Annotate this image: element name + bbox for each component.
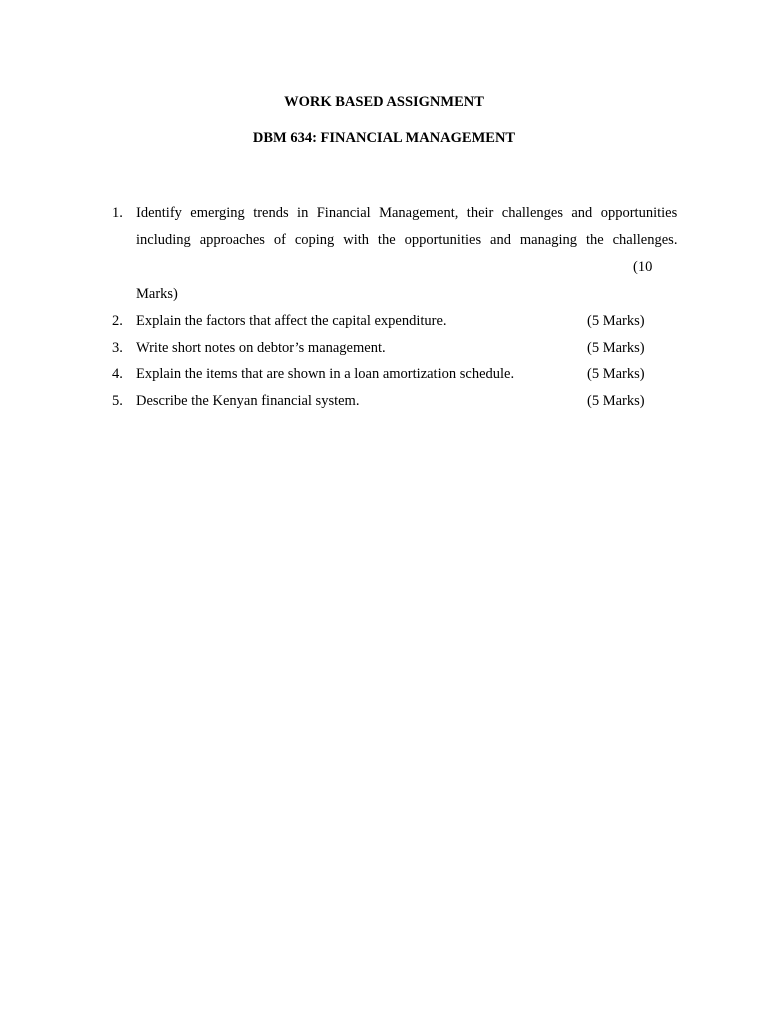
question-marks: (5 Marks) [587,340,645,356]
question-number: 5. [112,393,123,409]
question-text-line: Identify emerging trends in Financial Management, their challenges and opportunities [136,205,678,221]
question-marks: (5 Marks) [587,366,645,382]
question-text: Write short notes on debtor’s management. [136,340,386,356]
question-number: 2. [112,313,123,329]
course-title: DBM 634: FINANCIAL MANAGEMENT [252,130,516,146]
document-title: WORK BASED ASSIGNMENT [284,94,484,110]
question-text: Explain the factors that affect the capital expenditure. [136,313,447,329]
question-number: 1. [112,205,123,221]
question-text: Describe the Kenyan financial system. [136,393,360,409]
question-marks: Marks) [136,286,178,302]
question-marks: (5 Marks) [587,393,645,409]
question-number: 4. [112,366,123,382]
question-marks: (5 Marks) [587,313,645,329]
question-text: Explain the items that are shown in a loan amortization schedule. [136,366,515,382]
question-text-line: including approaches of coping with the opportunities and managing the challenges. [136,232,678,248]
question-marks: (10 [633,259,653,275]
question-number: 3. [112,340,123,356]
